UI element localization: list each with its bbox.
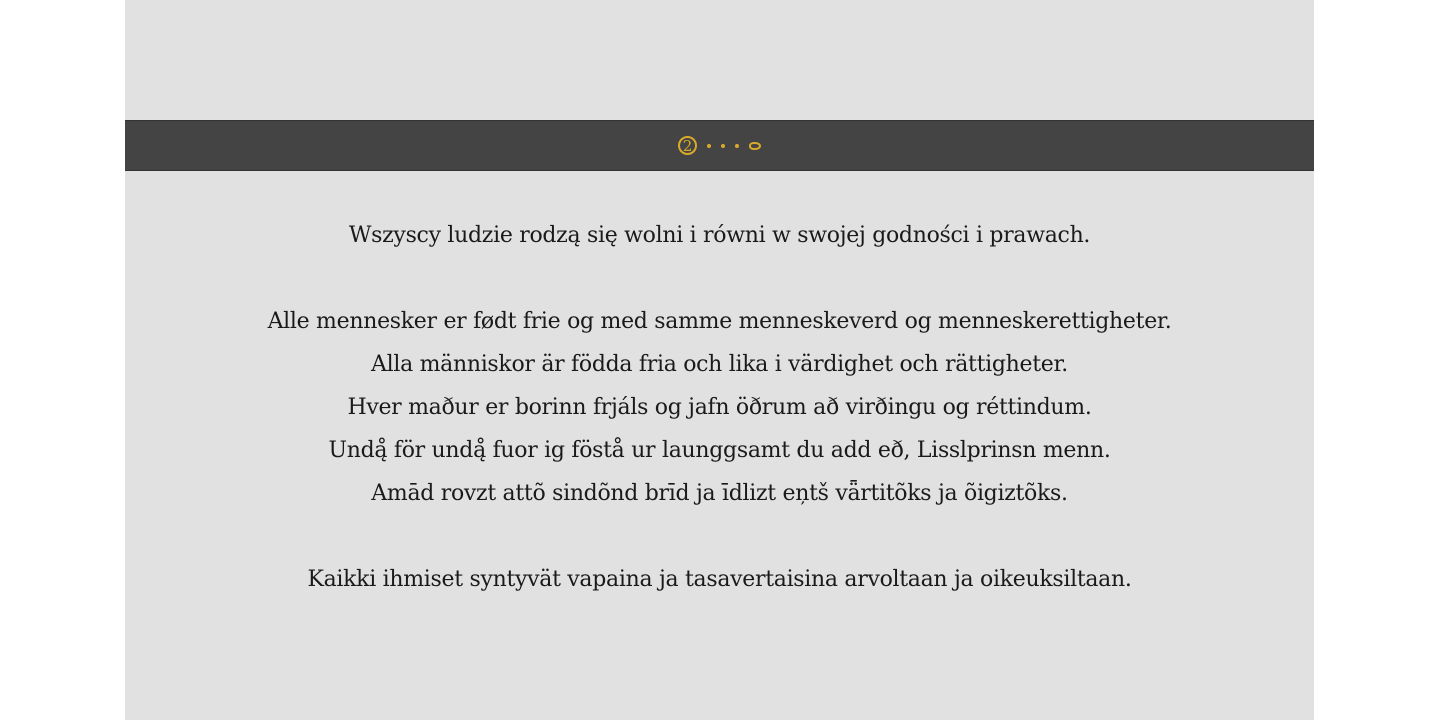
- dot-icon: [735, 144, 739, 148]
- text-line-livonian: Amād rovzt attõ sindõnd brīd ja īdlizt eņtš vǟrtitõks ja õigiztõks.: [371, 481, 1068, 506]
- text-sample: [125, 216, 1314, 603]
- text-line-elfdalian: Undą̊ för undą̊ fuor ig föstå ur launggsamt du add eð, Lisslprinsn menn.: [328, 438, 1111, 463]
- text-line-norwegian: Alle mennesker er født frie og med samme menneskeverd og menneskerettigheter.: [267, 309, 1172, 334]
- dot-icon: [707, 144, 711, 148]
- dot-icon: [721, 144, 725, 148]
- pager-bar: [125, 120, 1314, 171]
- text-line-polish: Wszyscy ludzie rodzą się wolni i równi w swojej godności i prawach.: [348, 223, 1091, 248]
- page-number-badge[interactable]: 2: [678, 136, 697, 155]
- text-line-icelandic: Hver maður er borinn frjáls og jafn öðrum að virðingu og réttindum.: [347, 395, 1092, 420]
- eye-icon[interactable]: [749, 142, 761, 150]
- text-line-swedish: Alla människor är födda fria och lika i värdighet och rättigheter.: [371, 352, 1068, 377]
- page-panel: [125, 0, 1314, 720]
- text-line-finnish: Kaikki ihmiset syntyvät vapaina ja tasavertaisina arvoltaan ja oikeuksiltaan.: [307, 567, 1132, 592]
